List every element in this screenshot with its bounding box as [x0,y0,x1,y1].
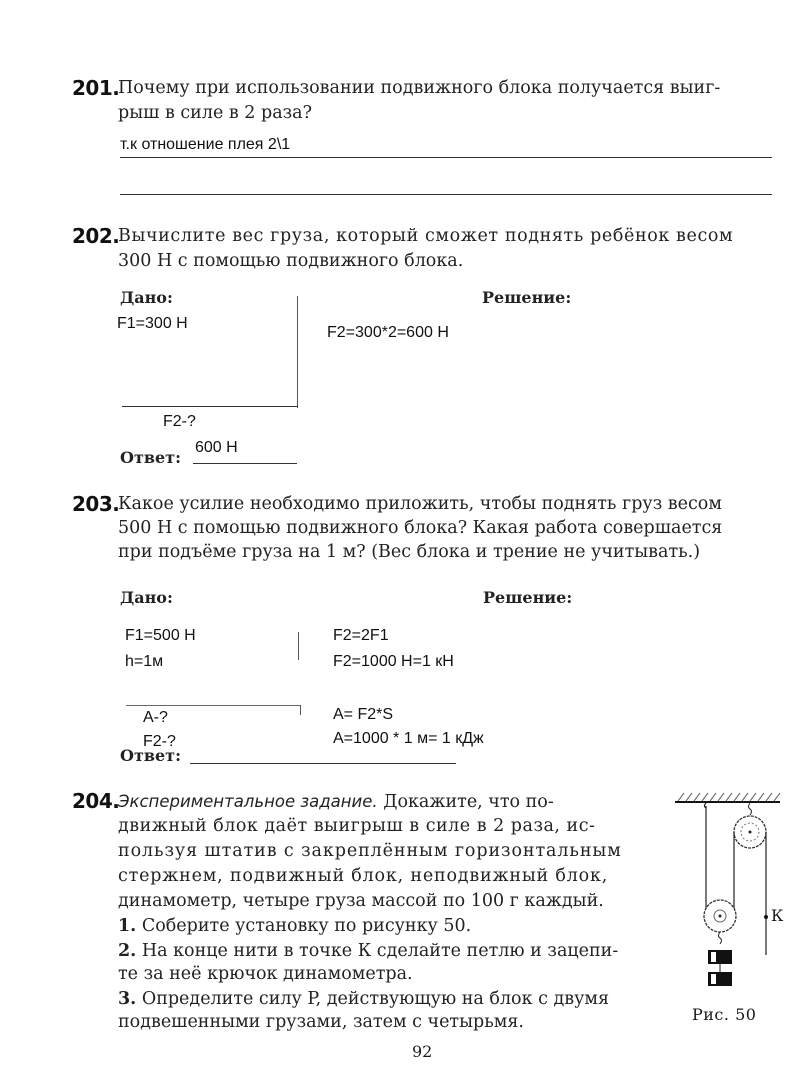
task-201-question-line-2: рыш в силе в 2 раза? [118,103,312,123]
given-find-separator [122,406,298,407]
task-202-question-line-1: Вычислите вес груза, который сможет поднять ребёнок весом [118,226,734,246]
task-203-question-line-2: 500 Н с помощью подвижного блока? Какая работа совершается [118,518,723,538]
page-number: 92 [412,1042,433,1061]
task-204-step [118,987,609,1012]
step-text: те за неё крючок динамометра. [118,964,413,984]
task-204-line: движный блок даёт выигрыш в силе в 2 раза, ис- [118,816,596,836]
answer-value: 600 Н [195,439,238,456]
step-text: подвешенными грузами, затем с четырьмя. [118,1012,524,1032]
find-item: F2-? [143,733,176,750]
given-item: F1=300 Н [117,315,188,332]
weights [708,950,732,986]
solution-label: Решение: [483,588,573,607]
solution-line: F2=300*2=600 Н [327,324,449,341]
task-204-intro: Экспериментальное задание. [118,792,378,811]
answer-line [120,157,772,158]
task-202-number: 202. [72,224,120,248]
task-204-line: стержнем, подвижный блок, неподвижный блок, [118,866,609,886]
step-number: 1. [118,916,137,936]
task-204-text: Докажите, что по- [377,792,554,812]
find-item: F2-? [163,413,196,430]
answer-line [120,194,772,195]
pulley-figure [670,790,790,1000]
point-k-label: К [771,906,784,925]
given-label: Дано: [120,288,173,307]
point-k-marker [764,915,768,919]
task-204-step [118,939,618,964]
given-item: h=1м [125,653,164,670]
ceiling-hatch [675,793,780,802]
task-204-step [118,962,413,987]
task-201-question-line-1: Почему при использовании подвижного блока получается выиг- [118,78,721,98]
step-text: Соберите установку по рисунку 50. [136,916,472,936]
task-201-answer: т.к отношение плея 2\1 [120,136,291,153]
step-text: На конце нити в точке К сделайте петлю и зацепи- [136,941,619,961]
step-number: 2. [118,941,137,961]
given-divider [298,632,299,660]
given-find-separator [126,705,300,706]
solution-line: F2=1000 Н=1 кН [333,653,454,670]
task-204-line-1 [118,789,648,815]
movable-pulley [704,900,736,944]
answer-line [190,763,456,764]
step-text: Определите силу P, действующую на блок с двумя [136,989,610,1009]
task-203-question-line-1: Какое усилие необходимо приложить, чтобы поднять груз весом [118,494,722,514]
given-item: F1=500 Н [125,627,196,644]
fixed-pulley [734,803,766,848]
given-label: Дано: [120,588,173,607]
find-item: А-? [143,709,168,726]
task-204-step [118,1010,524,1035]
given-divider [300,705,301,715]
task-202-question-line-2: 300 Н с помощью подвижного блока. [118,251,464,271]
given-divider [297,296,298,408]
solution-line: А= F2*S [333,706,394,723]
step-number: 3. [118,989,137,1009]
figure-caption: Рис. 50 [692,1005,757,1024]
task-204-step [118,914,471,939]
task-204-line: пользуя штатив с закреплённым горизонтальным [118,841,622,861]
answer-label: Ответ: [120,746,181,765]
task-204-line: динамометр, четыре груза массой по 100 г каждый. [118,891,604,911]
solution-label: Решение: [482,288,572,307]
answer-label: Ответ: [120,448,181,467]
task-203-number: 203. [72,492,120,516]
solution-line: А=1000 * 1 м= 1 кДж [333,730,484,747]
task-201-number: 201. [72,76,120,100]
answer-line [193,463,297,464]
task-203-question-line-3: при подъёме груза на 1 м? (Вес блока и трение не учитывать.) [118,542,701,562]
task-204-number: 204. [72,789,120,813]
solution-line: F2=2F1 [333,627,389,644]
